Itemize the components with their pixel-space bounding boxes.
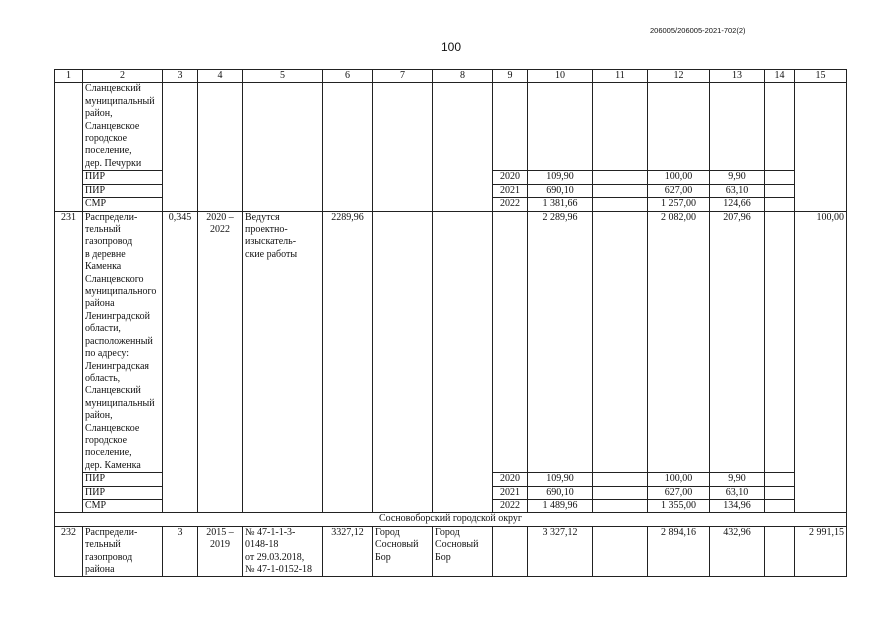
status-line: № 47-1-1-3- bbox=[245, 526, 296, 538]
value-c13: 207,96 bbox=[710, 211, 765, 473]
status-line: изыскатель- bbox=[245, 236, 297, 248]
value-c10: 690,10 bbox=[528, 184, 593, 197]
period-cell bbox=[198, 211, 243, 513]
object-name-line: области, bbox=[85, 323, 121, 335]
object-name-line: Сланцевского bbox=[85, 273, 144, 285]
period-line: 2020 – bbox=[206, 211, 234, 223]
year: 2021 bbox=[493, 486, 528, 499]
status-cell bbox=[243, 211, 323, 513]
value-c12: 100,00 bbox=[648, 473, 710, 486]
col-header: 11 bbox=[593, 70, 648, 83]
col-header: 4 bbox=[198, 70, 243, 83]
row-number: 232 bbox=[55, 526, 83, 577]
value-c12: 2 082,00 bbox=[648, 211, 710, 473]
value-c10: 690,10 bbox=[528, 486, 593, 499]
cost-value: 3327,12 bbox=[323, 526, 373, 577]
value-c12: 627,00 bbox=[648, 184, 710, 197]
object-name-line: муниципальный bbox=[85, 95, 155, 107]
value-c12: 2 894,16 bbox=[648, 526, 710, 577]
col-header: 12 bbox=[648, 70, 710, 83]
value-c13: 9,90 bbox=[710, 171, 765, 184]
col-header: 14 bbox=[765, 70, 795, 83]
object-name-line: муниципального bbox=[85, 286, 157, 298]
object-name-line: городское bbox=[85, 133, 128, 145]
document-number: 206005/206005-2021-702(2) bbox=[650, 26, 746, 35]
object-name-line: область, bbox=[85, 372, 121, 384]
col-header: 3 bbox=[163, 70, 198, 83]
col-header: 10 bbox=[528, 70, 593, 83]
value-c15: 2 991,15 bbox=[795, 526, 847, 577]
location-line: Бор bbox=[375, 551, 391, 563]
object-name-line: Каменка bbox=[85, 261, 122, 273]
object-name-line: муниципальный bbox=[85, 397, 155, 409]
col-header: 15 bbox=[795, 70, 847, 83]
location-line: Сосновый bbox=[435, 539, 479, 551]
object-name-line: дер. Каменка bbox=[85, 459, 141, 471]
object-name-line: Распредели- bbox=[85, 211, 138, 223]
status-line: проектно- bbox=[245, 224, 288, 236]
object-name-line: район, bbox=[85, 108, 113, 120]
length-value: 0,345 bbox=[163, 211, 198, 513]
value-c12: 627,00 bbox=[648, 486, 710, 499]
year: 2022 bbox=[493, 198, 528, 211]
object-name-line: тельный bbox=[85, 539, 121, 551]
location-cell bbox=[433, 526, 493, 577]
col-header: 13 bbox=[710, 70, 765, 83]
location-cell bbox=[373, 526, 433, 577]
col-header: 5 bbox=[243, 70, 323, 83]
section-title: Сосновоборский городской округ bbox=[55, 513, 847, 526]
value-c10: 1 489,96 bbox=[528, 499, 593, 512]
work-type: ПИР bbox=[83, 473, 163, 486]
value-c13: 134,96 bbox=[710, 499, 765, 512]
year: 2020 bbox=[493, 473, 528, 486]
col-header: 6 bbox=[323, 70, 373, 83]
value-c10: 3 327,12 bbox=[528, 526, 593, 577]
value-c13: 9,90 bbox=[710, 473, 765, 486]
col-header: 7 bbox=[373, 70, 433, 83]
year: 2020 bbox=[493, 171, 528, 184]
object-name-line: газопровод bbox=[85, 551, 133, 563]
object-name-line: расположенный bbox=[85, 335, 153, 347]
location-line: Город bbox=[375, 526, 400, 538]
section-row bbox=[55, 513, 847, 526]
page-number: 100 bbox=[441, 40, 462, 54]
object-name-line: городское bbox=[85, 434, 128, 446]
object-name-line: в деревне bbox=[85, 248, 126, 260]
object-name-line: дер. Печурки bbox=[85, 157, 142, 169]
length-value: 3 bbox=[163, 526, 198, 577]
object-name-cell bbox=[83, 526, 163, 577]
status-line: от 29.03.2018, bbox=[245, 551, 305, 563]
table-row-continuation bbox=[55, 83, 847, 171]
location-line: Город bbox=[435, 526, 460, 538]
object-name-cell bbox=[83, 211, 163, 473]
location-line: Бор bbox=[435, 551, 451, 563]
value-c13: 63,10 bbox=[710, 486, 765, 499]
value-c10: 1 381,66 bbox=[528, 198, 593, 211]
work-type: ПИР bbox=[83, 171, 163, 184]
period-line: 2015 – bbox=[206, 526, 234, 538]
work-type: ПИР bbox=[83, 486, 163, 499]
year: 2022 bbox=[493, 499, 528, 512]
data-table bbox=[54, 69, 847, 577]
object-name-line: район, bbox=[85, 410, 113, 422]
object-name-line: Ленинградская bbox=[85, 360, 150, 372]
col-header: 1 bbox=[55, 70, 83, 83]
object-name-line: Распредели- bbox=[85, 526, 138, 538]
object-name-line: Сланцевский bbox=[85, 83, 141, 95]
object-name-line: по адресу: bbox=[85, 348, 130, 360]
object-name-line: района bbox=[85, 298, 115, 310]
object-name-line: Сланцевский bbox=[85, 385, 141, 397]
value-c15: 100,00 bbox=[795, 211, 847, 513]
value-c10: 109,90 bbox=[528, 171, 593, 184]
row-number: 231 bbox=[55, 211, 83, 513]
status-cell bbox=[243, 526, 323, 577]
status-line: № 47-1-0152-18 bbox=[245, 564, 313, 575]
status-line: Ведутся bbox=[245, 211, 280, 223]
col-header: 2 bbox=[83, 70, 163, 83]
table-row-232 bbox=[55, 526, 847, 577]
year: 2021 bbox=[493, 184, 528, 197]
value-c13: 63,10 bbox=[710, 184, 765, 197]
object-name-line: Сланцевское bbox=[85, 120, 140, 132]
value-c10: 2 289,96 bbox=[528, 211, 593, 473]
column-number-row bbox=[55, 70, 847, 83]
object-name-line: Сланцевское bbox=[85, 422, 140, 434]
value-c12: 100,00 bbox=[648, 171, 710, 184]
object-name-line: поселение, bbox=[85, 145, 132, 157]
object-name-cell bbox=[83, 83, 163, 171]
object-name-line: Ленинградской bbox=[85, 310, 150, 322]
value-c12: 1 257,00 bbox=[648, 198, 710, 211]
status-line: 0148-18 bbox=[245, 539, 279, 551]
period-line: 2019 bbox=[210, 539, 230, 551]
object-name-line: района bbox=[85, 564, 115, 575]
value-c10: 109,90 bbox=[528, 473, 593, 486]
object-name-line: поселение, bbox=[85, 447, 132, 459]
value-c12: 1 355,00 bbox=[648, 499, 710, 512]
object-name-line: тельный bbox=[85, 224, 121, 236]
col-header: 8 bbox=[433, 70, 493, 83]
value-c13: 432,96 bbox=[710, 526, 765, 577]
period-cell bbox=[198, 526, 243, 577]
cost-value: 2289,96 bbox=[323, 211, 373, 513]
col-header: 9 bbox=[493, 70, 528, 83]
period-line: 2022 bbox=[210, 224, 230, 236]
work-type: ПИР bbox=[83, 184, 163, 197]
object-name-line: газопровод bbox=[85, 236, 133, 248]
status-line: ские работы bbox=[245, 248, 298, 260]
value-c13: 124,66 bbox=[710, 198, 765, 211]
work-type: СМР bbox=[83, 198, 163, 211]
work-type: СМР bbox=[83, 499, 163, 512]
location-line: Сосновый bbox=[375, 539, 419, 551]
table-row-231 bbox=[55, 211, 847, 473]
